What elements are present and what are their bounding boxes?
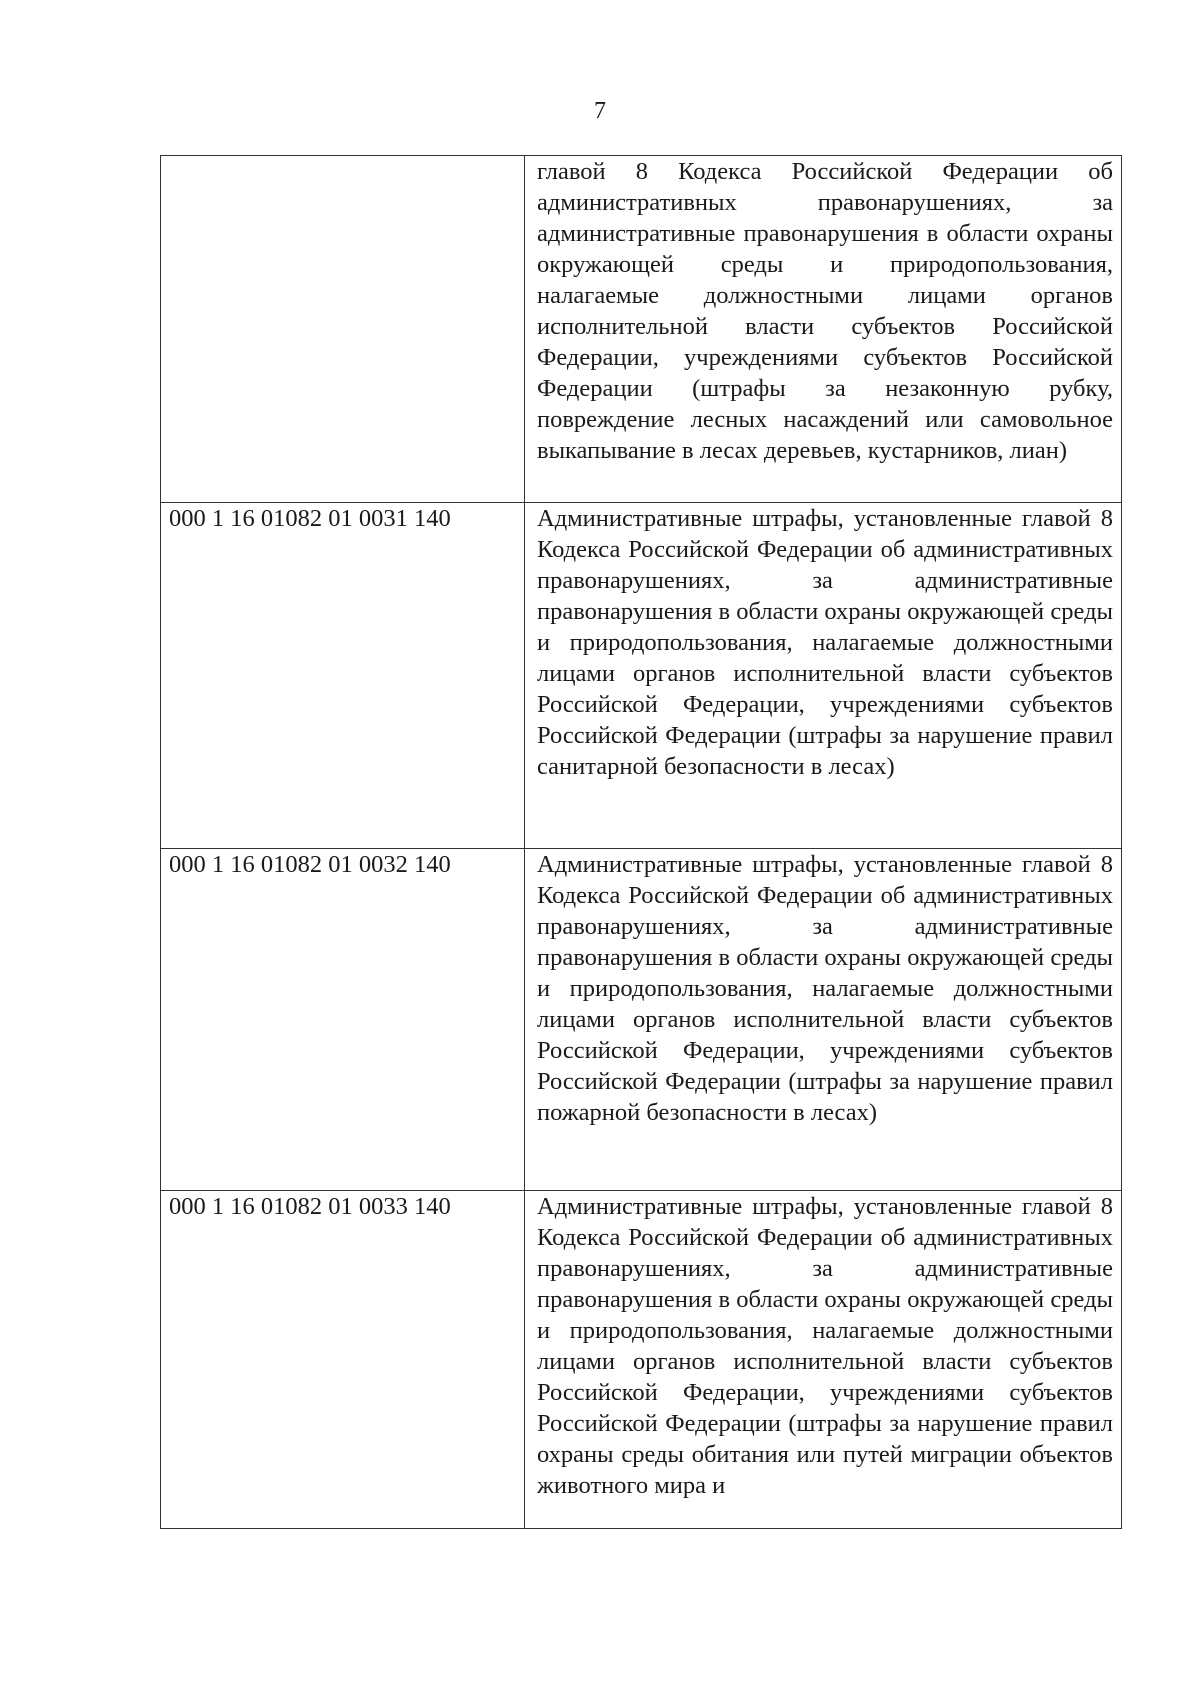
description-cell	[525, 503, 1122, 849]
description-cell	[525, 1191, 1122, 1529]
code-cell	[161, 156, 525, 503]
table-row	[161, 156, 1122, 503]
table-row	[161, 1191, 1122, 1529]
table-row	[161, 849, 1122, 1191]
description-cell	[525, 849, 1122, 1191]
description-text: главой 8 Кодекса Российской Федерации об административных правонарушениях, за административные правонарушения в области охраны окружающей среды и природопользования, налагаемые должностными лицами органов исполнительной власти субъектов Российской Федерации, учреждениями субъектов Российской Федерации (штрафы за незаконную рубку, повреждение лесных насаждений или самовольное выкапывание в лесах деревьев, кустарников, лиан)	[537, 158, 1113, 464]
page-number: 7	[594, 98, 606, 124]
code-cell: 000 1 16 01082 01 0032 140	[161, 849, 525, 1191]
budget-codes-table	[160, 155, 1122, 1529]
code-cell: 000 1 16 01082 01 0031 140	[161, 503, 525, 849]
table-row	[161, 503, 1122, 849]
description-text: Административные штрафы, установленные главой 8 Кодекса Российской Федерации об административных правонарушениях, за административные правонарушения в области охраны окружающей среды и природопользования, налагаемые должностными лицами органов исполнительной власти субъектов Российской Федерации, учреждениями субъектов Российской Федерации (штрафы за нарушение правил санитарной безопасности в лесах)	[537, 505, 1113, 780]
code-cell: 000 1 16 01082 01 0033 140	[161, 1191, 525, 1529]
description-text: Административные штрафы, установленные главой 8 Кодекса Российской Федерации об административных правонарушениях, за административные правонарушения в области охраны окружающей среды и природопользования, налагаемые должностными лицами органов исполнительной власти субъектов Российской Федерации, учреждениями субъектов Российской Федерации (штрафы за нарушение правил охраны среды обитания или путей миграции объектов животного мира и	[537, 1193, 1113, 1499]
description-text: Административные штрафы, установленные главой 8 Кодекса Российской Федерации об административных правонарушениях, за административные правонарушения в области охраны окружающей среды и природопользования, налагаемые должностными лицами органов исполнительной власти субъектов Российской Федерации, учреждениями субъектов Российской Федерации (штрафы за нарушение правил пожарной безопасности в лесах)	[537, 851, 1113, 1126]
description-cell	[525, 156, 1122, 503]
